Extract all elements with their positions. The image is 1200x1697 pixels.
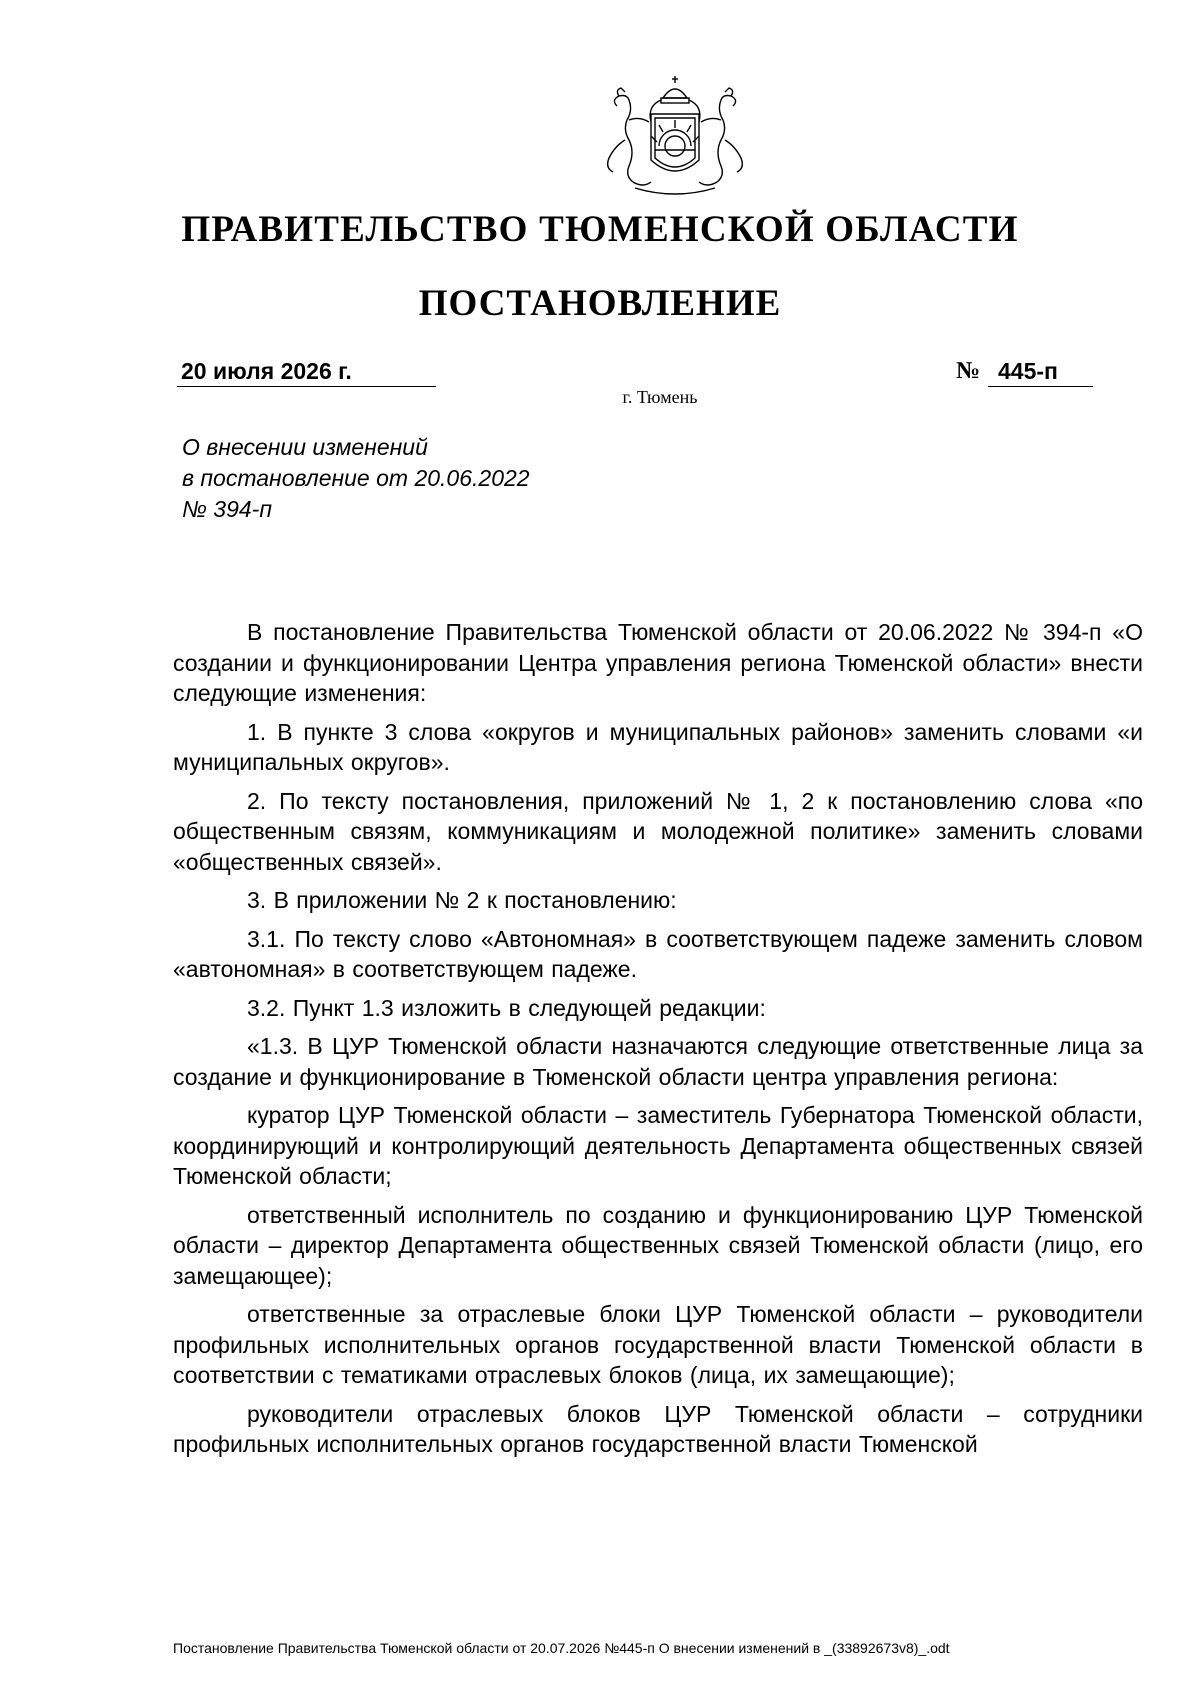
- body-paragraph: 1. В пункте 3 слова «округов и муниципальных районов» заменить словами «и муниципальных округов».: [173, 718, 1143, 775]
- document-city: г. Тюмень: [622, 387, 698, 407]
- subject-line: в постановление от 20.06.2022: [182, 465, 530, 491]
- body-paragraph: ответственные за отраслевые блоки ЦУР Тюменской области – руководители профильных исполнительных органов государственной власти Тюменской области в соответствии с тематиками отраслевых блоков (лица, их замещающие);: [173, 1301, 1143, 1388]
- body-paragraph: ответственный исполнитель по созданию и функционированию ЦУР Тюменской области – директор Департамента общественных связей Тюменской области (лицо, его замещающее);: [173, 1201, 1143, 1289]
- body-paragraph: 3.2. Пункт 1.3 изложить в следующей редакции:: [247, 994, 766, 1021]
- subject-line: № 394-п: [182, 496, 272, 522]
- coat-of-arms-icon: [595, 70, 755, 200]
- body-paragraph: куратор ЦУР Тюменской области – заместитель Губернатора Тюменской области, координирующий и контролирующий деятельность Департамента общественных связей Тюменской области;: [173, 1102, 1143, 1189]
- body-paragraph: руководители отраслевых блоков ЦУР Тюменской области – сотрудники профильных исполнительных органов государственной власти Тюменской: [173, 1400, 1143, 1457]
- organization-title: ПРАВИТЕЛЬСТВО ТЮМЕНСКОЙ ОБЛАСТИ: [181, 209, 1019, 250]
- body-paragraph: 3. В приложении № 2 к постановлению:: [247, 887, 677, 913]
- body-paragraph: 2. По тексту постановления, приложений № 1, 2 к постановлению слова «по общественным связям, коммуникациям и молодежной политике» заменить словами «общественных связей».: [173, 787, 1143, 875]
- number-sign: №: [956, 358, 981, 384]
- document-date: 20 июля 2026 г.: [177, 356, 436, 387]
- body-paragraph: В постановление Правительства Тюменской области от 20.06.2022 № 394-п «О создании и функционировании Центра управления региона Тюменской области» внести следующие изменения:: [173, 619, 1143, 706]
- document-number: 445-п: [988, 356, 1093, 387]
- body-paragraph: «1.3. В ЦУР Тюменской области назначаются следующие ответственные лица за создание и функционирование в Тюменской области центра управления региона:: [173, 1033, 1143, 1090]
- body-paragraph: 3.1. По тексту слово «Автономная» в соответствующем падеже заменить словом «автономная» в соответствующем падеже.: [173, 925, 1143, 982]
- document-subject: [182, 432, 742, 525]
- subject-line: О внесении изменений: [182, 434, 428, 460]
- document-body: [173, 617, 1143, 1468]
- page-footer: Постановление Правительства Тюменской области от 20.07.2026 №445-п О внесении изменений в _(33892673v8)_.odt: [173, 1640, 950, 1656]
- document-type-title: ПОСТАНОВЛЕНИЕ: [418, 283, 782, 324]
